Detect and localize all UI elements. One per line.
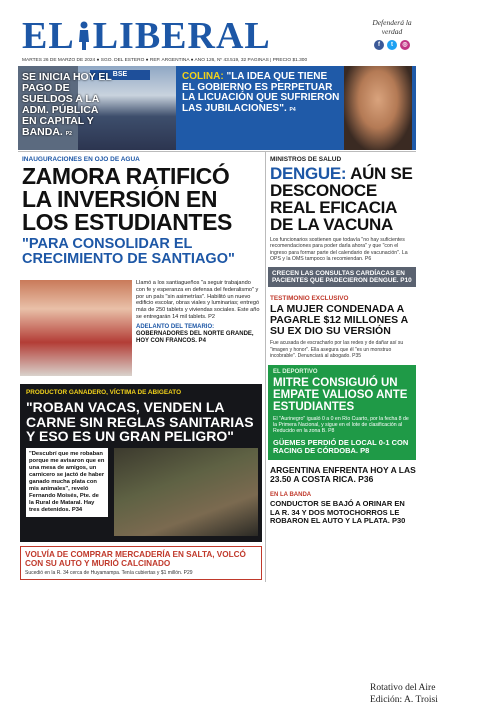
social-links (372, 40, 412, 51)
edition-credit (370, 682, 480, 706)
sports-headline: MITRE CONSIGUIÓ UN EMPATE VALIOSO ANTE ESTUDIANTES (273, 377, 408, 414)
logo-right: LIBERAL (92, 15, 271, 57)
main-headline: ZAMORA RATIFICÓ LA INVERSIÓN EN LOS ESTUDIANTES (22, 163, 232, 235)
banner-right-name: COLINA: (182, 71, 224, 82)
banner-left-headline (22, 72, 112, 140)
testimony-kicker: TESTIMONIO EXCLUSIVO (270, 295, 349, 303)
top-banner (18, 66, 416, 150)
main-story[interactable] (18, 152, 262, 344)
sports-kicker: EL DEPORTIVO (273, 369, 318, 376)
abigeato-kicker: PRODUCTOR GANADERO, VÍCTIMA DE ABIGEATO (26, 389, 182, 396)
newspaper-page (18, 10, 416, 584)
argentina-headline[interactable]: ARGENTINA ENFRENTA HOY A LAS 23.50 A COSTA RICA. P36 (270, 465, 416, 485)
logo[interactable] (22, 16, 271, 56)
banner-left[interactable] (18, 66, 176, 150)
right-column (268, 152, 416, 525)
agenda-kicker: ADELANTO DEL TEMARIO: (136, 323, 215, 330)
main-kicker: INAUGURACIONES EN OJO DE AGUA (22, 156, 140, 163)
main-body (136, 280, 260, 345)
masthead (18, 10, 416, 63)
facebook-icon[interactable]: f (374, 40, 384, 50)
main-subheadline: "PARA CONSOLIDAR EL CRECIMIENTO DE SANTIAGO" (22, 236, 235, 267)
credit-line-1: Rotativo del Aire (370, 683, 436, 693)
agenda-text[interactable]: GOBERNADORES DEL NORTE GRANDE, HOY CON FRANCOS. P4 (136, 330, 254, 344)
dateline: MARTES 26 DE MARZO DE 2024 ● SGO. DEL ESTERO ● REP. ARGENTINA ● AÑO 126, Nº 43.519, 32 PÁGINAS | PRECIO $1.300 (22, 58, 308, 63)
health-section: MINISTROS DE SALUD (270, 156, 342, 163)
banner-left-page: P2 (65, 131, 72, 137)
testimony-headline[interactable]: LA MUJER CONDENADA A PAGARLE $12 MILLONES A SU EX DIO SU VERSIÓN (270, 303, 408, 338)
dengue-label: DENGUE: (270, 164, 347, 183)
instagram-icon[interactable]: ◎ (400, 40, 410, 50)
twitter-icon[interactable]: t (387, 40, 397, 50)
portrait-photo (344, 66, 412, 150)
banner-right-page: P4 (289, 106, 296, 113)
sports-box[interactable] (268, 365, 416, 460)
accident-headline: VOLVÍA DE COMPRAR MERCADERÍA EN SALTA, VOLCÓ CON SU AUTO Y MURIÓ CALCINADO (25, 550, 246, 568)
cardiac-box[interactable]: CRECEN LAS CONSULTAS CARDÍACAS EN PACIENTES QUE PADECIERON DENGUE. P10 (268, 267, 416, 288)
main-photo-row (18, 280, 262, 376)
credit-line-2: Edición: A. Troisi (370, 695, 438, 705)
abigeato-headline: "ROBAN VACAS, VENDEN LA CARNE SIN REGLAS SANITARIAS Y ESO ES UN GRAN PELIGRO" (26, 399, 254, 444)
abigeato-story[interactable] (20, 384, 262, 542)
tagline: Defenderá la verdad (372, 18, 412, 36)
banda-kicker: EN LA BANDA (270, 492, 312, 499)
main-body-text: Llamó a los santiagueños "a seguir trabajando con fe y esperanza en defensa del federalismo" y por un país "sin asimetrías". Habilitó un nuevo edificio escolar, obras viales y luminarias; entregó más de 250 tablets y viviendas sociales. Este año se entregarán 14 mil tablets. P2 (136, 280, 260, 320)
bank-sign: BSE (90, 70, 150, 80)
dengue-headline-text: AÚN SE DESCONOCE REAL EFICACIA DE LA VACUNA (270, 164, 413, 234)
divider (18, 151, 416, 152)
logo-left: EL (22, 15, 75, 57)
logo-figure-icon (77, 20, 91, 50)
dengue-headline[interactable] (270, 165, 416, 233)
accident-body: Sucedió en la R. 34 cerca de Huyamampa. Tenía cubiertas y $1 millón. P29 (25, 570, 193, 576)
banner-right[interactable] (176, 66, 416, 150)
column-divider (265, 152, 266, 582)
testimony-body: Fue acusada de escracharlo por las redes y de dañar así su "imagen y honor". Ella asegura que él "es un monstruo incobrable". Denunciará al abogado. P35 (270, 340, 404, 359)
guemes-headline: GÜEMES PERDIÓ DE LOCAL 0-1 CON RACING DE CÓRDOBA. P8 (273, 437, 409, 455)
accident-story[interactable] (20, 546, 262, 580)
sports-body: El "Aurinegro" igualó 0 a 0 en Río Cuarto, por la fecha 8 de la Primera Nacional, y sigue en el lote de clasificación al Reducido en la zona B. P8 (273, 416, 409, 435)
students-photo (20, 280, 132, 376)
dengue-body: Los funcionarios sostienen que todavía "no hay suficientes recomendaciones para poder darla ahora" y que "con el ingreso para formar parte del calendario de vacunación". La OPS y la OMS tampoco la recomiendan. P6 (270, 237, 408, 263)
detainees-photo (114, 448, 258, 536)
banner-right-text: "LA IDEA QUE TIENE EL GOBIERNO ES PERPETUAR LA LICUACIÓN QUE SUFRIERON LAS JUBILACIONES". (182, 71, 340, 114)
banner-left-text: SE INICIA HOY EL PAGO DE SUELDOS A LA ADM. PÚBLICA EN CAPITAL Y BANDA. (22, 71, 112, 138)
abigeato-quote: "Descubrí que me robaban porque me avisaron que en una mesa de amigos, un carnicero se jactó de haber ganado mucha plata con mis animales", reveló Fernando Moisés, Pte. de la Rural de Mataral. Hay tres detenidos. P34 (26, 448, 108, 517)
banner-right-headline (182, 72, 342, 115)
banda-headline[interactable]: CONDUCTOR SE BAJÓ A ORINAR EN LA R. 34 Y DOS MOTOCHORROS LE ROBARON EL AUTO Y LA PLATA. P30 (270, 499, 406, 525)
